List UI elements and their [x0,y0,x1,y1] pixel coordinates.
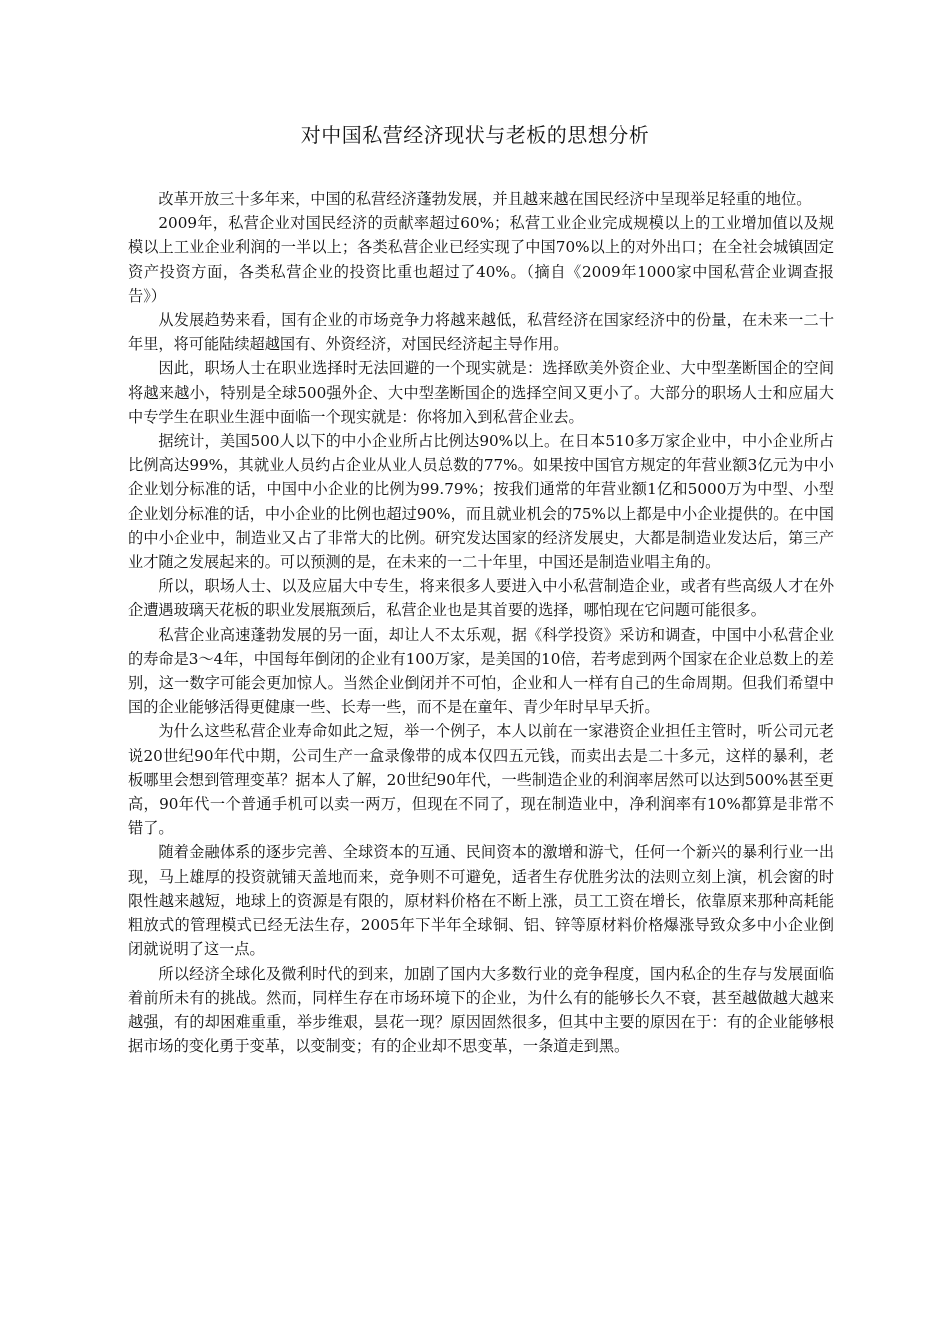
paragraph-10: 所以经济全球化及微利时代的到来，加剧了国内大多数行业的竞争程度，国内私企的生存与发展面临着前所未有的挑战。然而，同样生存在市场环境下的企业，为什么有的能够长久不衰，甚至越做越大越来越强，有的却困难重重，举步维艰，昙花一现？原因固然很多，但其中主要的原因在于：有的企业能够根据市场的变化勇于变革，以变制变；有的企业却不思变革，一条道走到黑。 [128,964,834,1056]
paragraph-7: 私营企业高速蓬勃发展的另一面，却让人不太乐观，据《科学投资》采访和调查，中国中小私营企业的寿命是3～4年，中国每年倒闭的企业有100万家，是美国的10倍，若考虑到两个国家在企业总数上的差别，这一数字可能会更加惊人。当然企业倒闭并不可怕，企业和人一样有自己的生命周期。但我们希望中国的企业能够活得更健康一些、长寿一些，而不是在童年、青少年时早早夭折。 [128,625,834,717]
paragraph-5: 据统计，美国500人以下的中小企业所占比例达90%以上。在日本510多万家企业中，中小企业所占比例高达99%，其就业人员约占企业从业人员总数的77%。如果按中国官方规定的年营业额3亿元为中小企业划分标准的话，中国中小企业的比例为99.79%；按我们通常的年营业额1亿和5000万为中型、小型企业划分标准的话，中小企业的比例也超过90%，而且就业机会的75%以上都是中小企业提供的。在中国的中小企业中，制造业又占了非常大的比例。研究发达国家的经济发展史，大都是制造业发达后，第三产业才随之发展起来的。可以预测的是，在未来的一二十年里，中国还是制造业唱主角的。 [128,432,834,572]
document-title: 对中国私营经济现状与老板的思想分析 [300,123,650,147]
paragraph-2: 2009年，私营企业对国民经济的贡献率超过60%；私营工业企业完成规模以上的工业增加值以及规模以上工业企业利润的一半以上；各类私营企业已经实现了中国70%以上的对外出口；在全社会城镇固定资产投资方面，各类私营企业的投资比重也超过了40%。（摘自《2009年1000家中国私营企业调查报告》） [128,214,834,305]
paragraph-1: 改革开放三十多年来，中国的私营经济蓬勃发展，并且越来越在国民经济中呈现举足轻重的地位。 [158,190,812,208]
paragraph-4: 因此，职场人士在职业选择时无法回避的一个现实就是：选择欧美外资企业、大中型垄断国企的空间将越来越小，特别是全球500强外企、大中型垄断国企的选择空间又更小了。大部分的职场人士和应届大中专学生在职业生涯中面临一个现实就是：你将加入到私营企业去。 [128,359,834,426]
document-body [128,187,834,1058]
paragraph-3: 从发展趋势来看，国有企业的市场竞争力将越来越低，私营经济在国家经济中的份量，在未来一二十年里，将可能陆续超越国有、外资经济，对国民经济起主导作用。 [128,311,834,354]
paragraph-9: 随着金融体系的逐步完善、全球资本的互通、民间资本的激增和游弋，任何一个新兴的暴利行业一出现，马上雄厚的投资就铺天盖地而来，竞争则不可避免，适者生存优胜劣汰的法则立刻上演，机会窗的时限性越来越短，地球上的资源是有限的，原材料价格在不断上涨，员工工资在增长，依靠原来那种高耗能粗放式的管理模式已经无法生存，2005年下半年全球铜、铝、锌等原材料价格爆涨导致众多中小企业倒闭就说明了这一点。 [128,843,834,959]
paragraph-8: 为什么这些私营企业寿命如此之短，举一个例子，本人以前在一家港资企业担任主管时，听公司元老说20世纪90年代中期，公司生产一盒录像带的成本仅四五元钱，而卖出去是二十多元，这样的暴利，老板哪里会想到管理变革？据本人了解，20世纪90年代，一些制造企业的利润率居然可以达到500%甚至更高，90年代一个普通手机可以卖一两万，但现在不同了，现在制造业中，净利润率有10%都算是非常不错了。 [128,722,834,838]
paragraph-6: 所以，职场人士、以及应届大中专生，将来很多人要进入中小私营制造企业，或者有些高级人才在外企遭遇玻璃天花板的职业发展瓶颈后，私营企业也是其首要的选择，哪怕现在它问题可能很多。 [128,577,834,620]
